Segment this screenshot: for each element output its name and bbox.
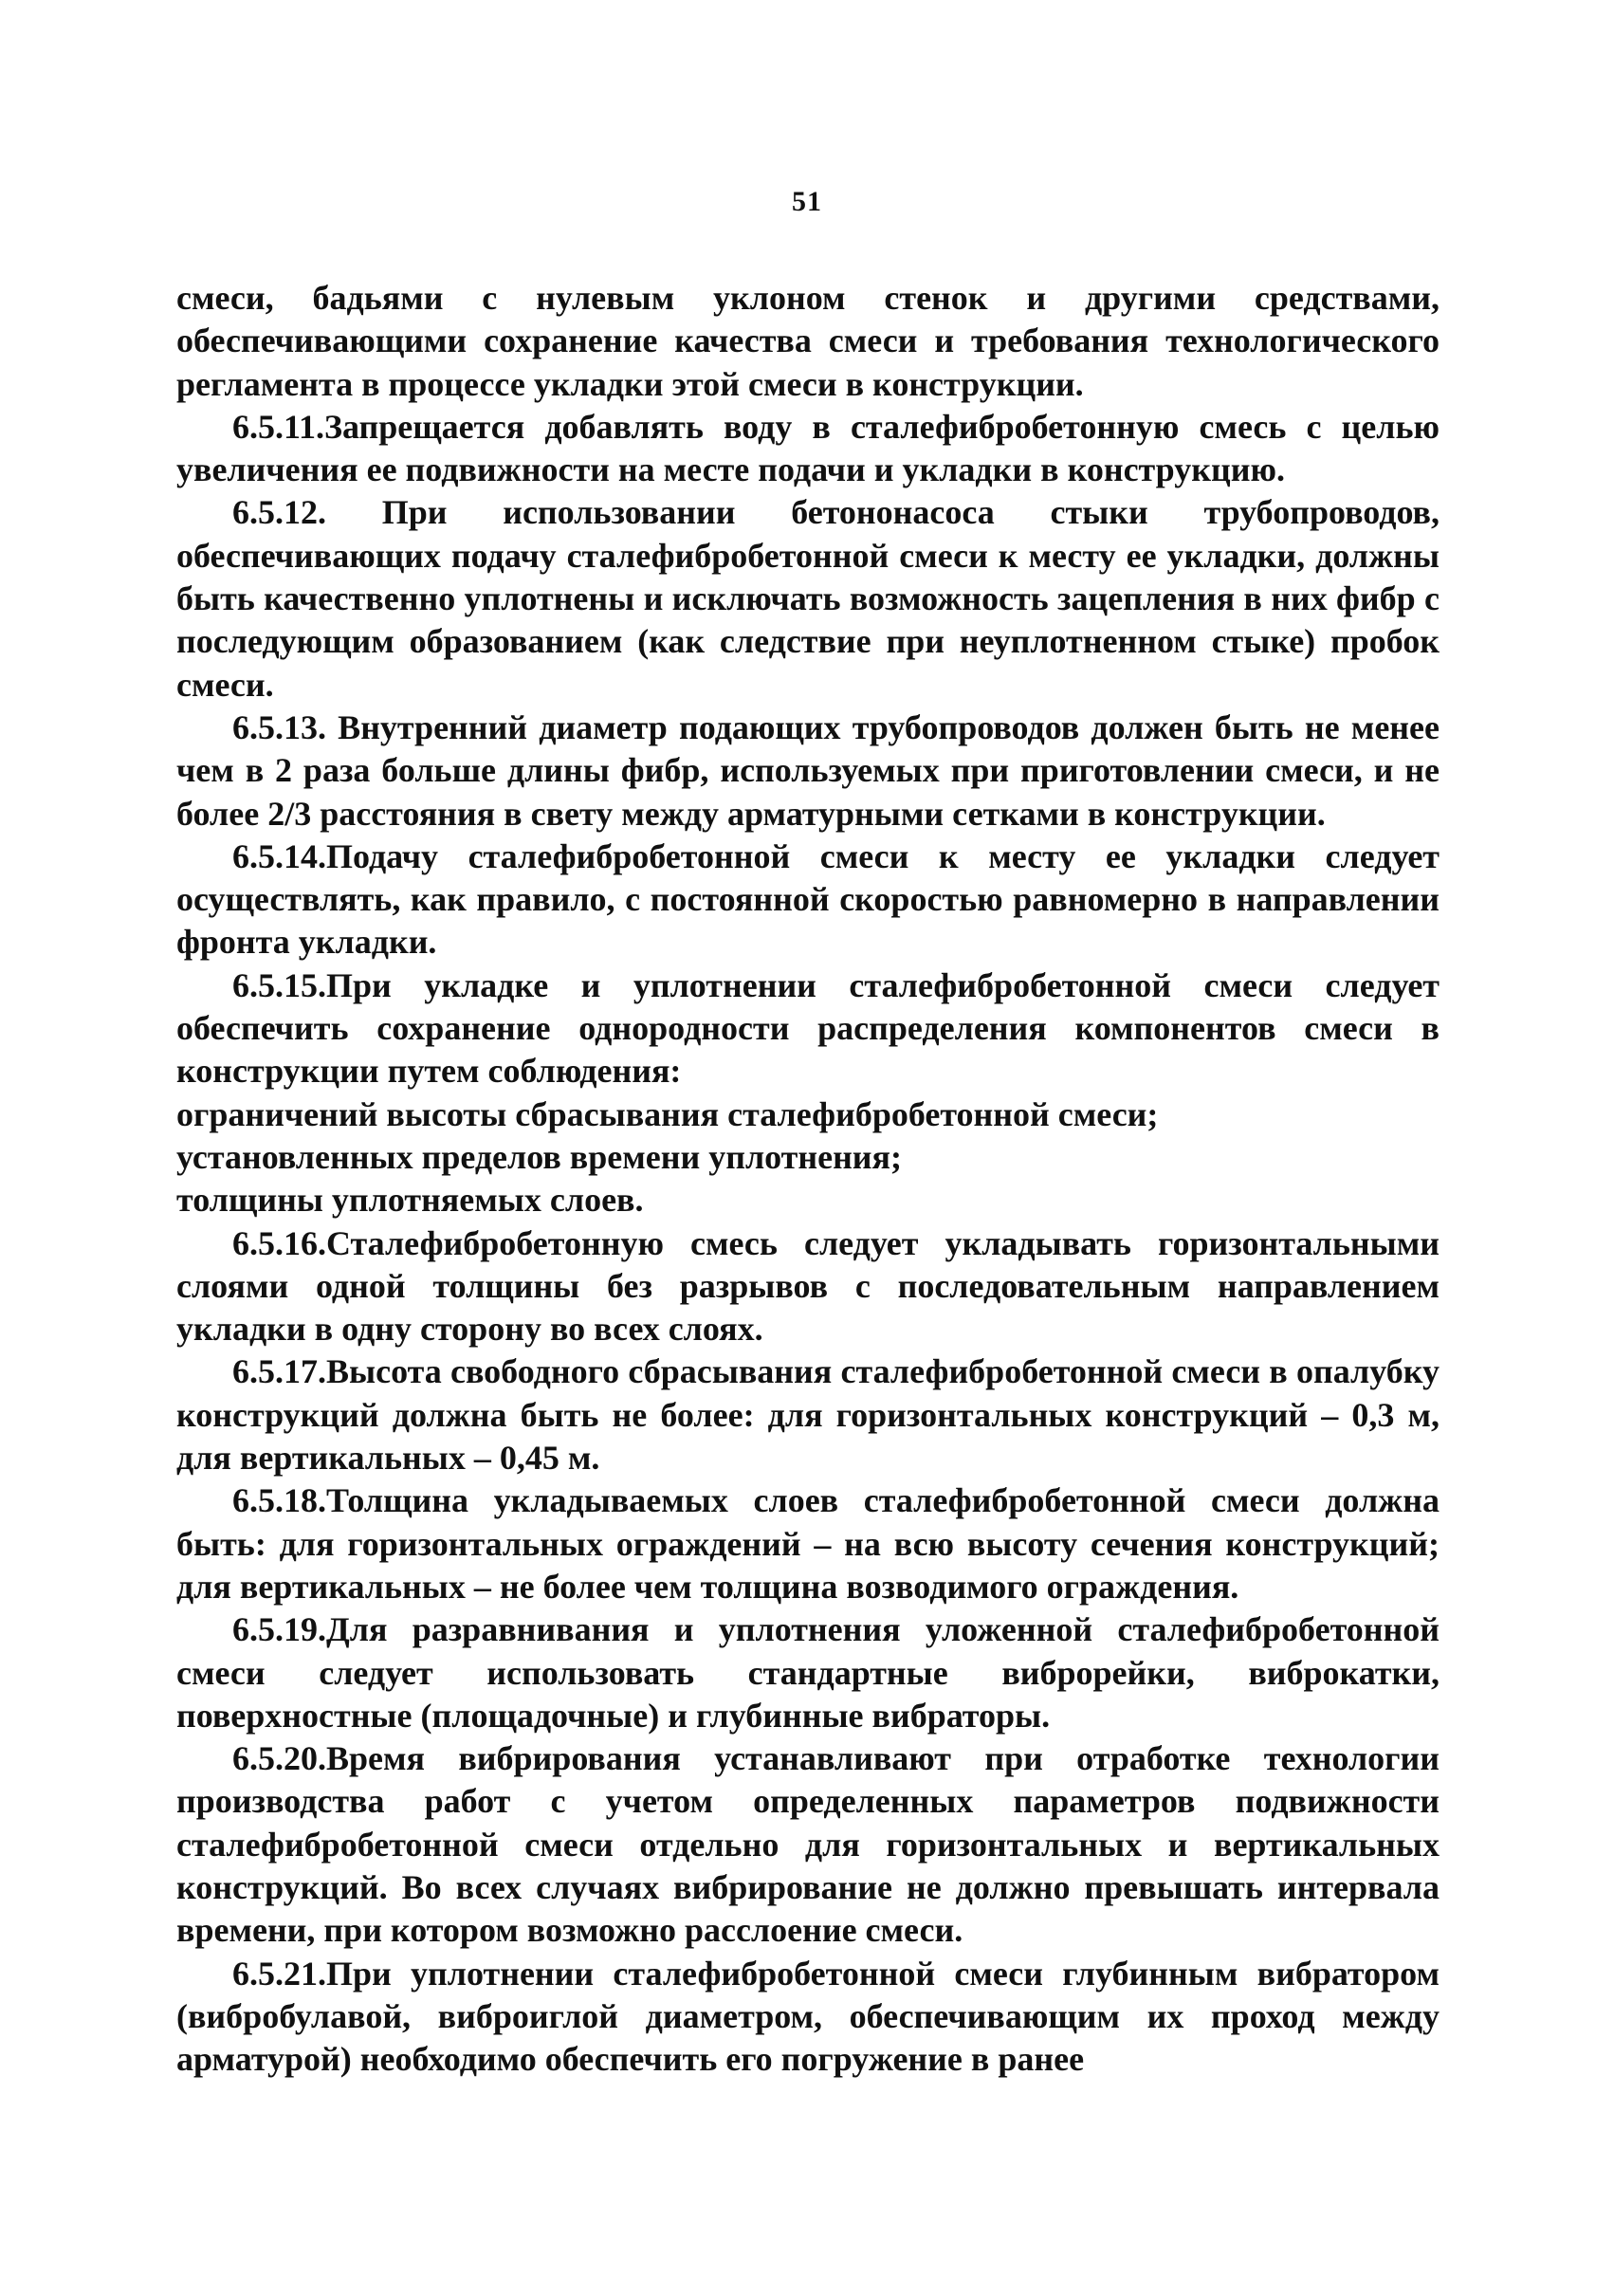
paragraph-6-5-11: 6.5.11.Запрещается добавлять воду в сталефибробетонную смесь с целью увеличения ее подвижности на месте подачи и укладки в конструкцию. — [176, 407, 1440, 489]
document-body — [176, 277, 1440, 2081]
paragraph-6-5-19: 6.5.19.Для разравнивания и уплотнения уложенной сталефибробетонной смеси следует использовать стандартные виброрейки, виброкатки, поверхностные (площадочные) и глубинные вибраторы. — [176, 1610, 1440, 1735]
paragraph-6-5-14: 6.5.14.Подачу сталефибробетонной смеси к месту ее укладки следует осуществлять, как правило, с постоянной скоростью равномерно в направлении фронта укладки. — [176, 836, 1440, 962]
paragraph-6-5-13: 6.5.13. Внутренний диаметр подающих трубопроводов должен быть не менее чем в 2 раза больше длины фибр, используемых при приготовлении смеси, и не более 2/3 расстояния в свету между арматурными сетками в конструкции. — [176, 707, 1440, 833]
paragraph-6-5-21: 6.5.21.При уплотнении сталефибробетонной смеси глубинным вибратором (вибробулавой, виброиглой диаметром, обеспечивающим их проход между арматурой) необходимо обеспечить его погружение в ранее — [176, 1954, 1440, 2079]
paragraph-continuation: смеси, бадьями с нулевым уклоном стенок и другими средствами, обеспечивающими сохранение качества смеси и требования технологического регламента в процессе укладки этой смеси в конструкции. — [176, 279, 1440, 403]
paragraph-6-5-18: 6.5.18.Толщина укладываемых слоев сталефибробетонной смеси должна быть: для горизонтальных ограждений – на всю высоту сечения конструкций; для вертикальных – не более чем толщина возводимого ограждения. — [176, 1481, 1440, 1606]
list-item: ограничений высоты сбрасывания сталефибробетонной смеси; — [176, 1094, 1159, 1133]
paragraph-6-5-15: 6.5.15.При укладке и уплотнении сталефибробетонной смеси следует обеспечить сохранение однородности распределения компонентов смеси в конструкции путем соблюдения: — [176, 965, 1440, 1091]
list-item: толщины уплотняемых слоев. — [176, 1181, 644, 1220]
paragraph-6-5-20: 6.5.20.Время вибрирования устанавливают при отработке технологии производства работ с учетом определенных параметров подвижности сталефибробетонной смеси отдельно для горизонтальных и вертикальных конструкций. Во всех случаях вибрирование не должно превышать интервала времени, при котором возможно расслоение смеси. — [176, 1739, 1440, 1950]
paragraph-6-5-16: 6.5.16.Сталефибробетонную смесь следует укладывать горизонтальными слоями одной толщины без разрывов с последовательным направлением укладки в одну сторону во всех слоях. — [176, 1223, 1440, 1349]
page-number: 51 — [792, 186, 822, 217]
paragraph-6-5-12: 6.5.12. При использовании бетононасоса стыки трубопроводов, обеспечивающих подачу сталефибробетонной смеси к месту ее укладки, должны быть качественно уплотнены и исключать возможность зацепления в них фибр с последующим образованием (как следствие при неуплотненном стыке) пробок смеси. — [176, 493, 1440, 704]
paragraph-6-5-17: 6.5.17.Высота свободного сбрасывания сталефибробетонной смеси в опалубку конструкций должна быть не более: для горизонтальных конструкций – 0,3 м, для вертикальных – 0,45 м. — [176, 1352, 1440, 1478]
list-item: установленных пределов времени уплотнения; — [176, 1137, 903, 1176]
